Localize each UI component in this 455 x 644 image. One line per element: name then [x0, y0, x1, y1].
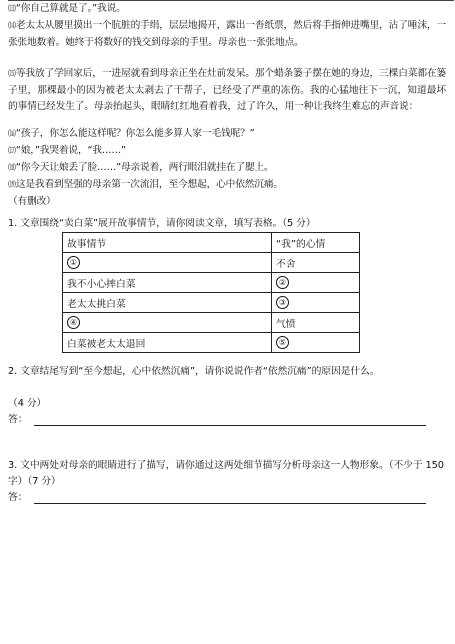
paragraph-18: [8, 160, 446, 177]
paragraph-text: “娘，”我哭着说，“我……”: [15, 145, 126, 156]
paragraph-14: [8, 18, 446, 51]
blank-marker: ④: [67, 316, 80, 329]
paragraph-number: ⒃: [8, 129, 16, 138]
mood-cell[interactable]: [272, 333, 360, 353]
plot-cell: 白菜被老太太退回: [63, 333, 272, 353]
paragraph-text: 老太太从腰里摸出一个肮脏的手绢，层层地揭开，露出一沓纸票，然后将手指伸进嘴里，沾了唾沫，一张张地数着。她终于将数好的钱交到母亲的手里。母亲也一张张地点。: [8, 20, 446, 48]
paragraph-19: [8, 177, 446, 194]
table-row: [63, 253, 360, 273]
question-3-answer-line[interactable]: [34, 503, 426, 504]
paragraph-16: [8, 126, 446, 143]
plot-cell: 我不小心摔白菜: [63, 273, 272, 293]
question-2-answer-label: 答：: [8, 414, 28, 425]
paragraph-text: “孩子，你怎么能这样呢？你怎么能多算人家一毛钱呢？”: [15, 128, 255, 139]
header-mood: “我”的心情: [272, 233, 360, 253]
paragraph-number: ⒆: [8, 180, 16, 189]
question-1-prompt: 1. 文章围绕“卖白菜”展开故事情节，请你阅读文章，填写表格。（5 分）: [8, 218, 316, 229]
blank-marker: ⑤: [276, 336, 289, 349]
question-3-answer-label: 答：: [8, 492, 28, 503]
paragraph-text: 等我放了学回家后，一进屋就看到母亲正坐在灶前发呆。那个蜡条篓子摆在她的身边，三棵白菜都在篓子里，那棵最小的因为被老太太剥去了干帮子，已经受了严重的冻伤。我的心猛地往下一沉，知道最坏的事情已经发生了。母亲抬起头，眼睛红红地看着我，过了许久，用一种让我终生难忘的声音说：: [8, 68, 446, 113]
plot-cell[interactable]: [63, 313, 272, 333]
mood-cell[interactable]: [272, 293, 360, 313]
table-row: [63, 313, 360, 333]
paragraph-text: “你自己算就是了。”我说。: [15, 3, 126, 14]
paragraph-number: ⒁: [8, 21, 16, 30]
paragraph-15: [8, 66, 446, 116]
blank-marker: ③: [276, 296, 289, 309]
paragraph-number: ⒄: [8, 146, 16, 155]
mood-cell: 气愤: [272, 313, 360, 333]
question-2-score: （4 分）: [8, 398, 47, 409]
blank-marker: ②: [276, 276, 289, 289]
paragraph-17: [8, 143, 446, 160]
table-row: [63, 273, 360, 293]
blank-marker: ①: [67, 256, 80, 269]
paragraph-number: ⒅: [8, 163, 16, 172]
question-3-prompt: 3. 文中两处对母亲的眼睛进行了描写，请你通过这两处细节描写分析母亲这一人物形象。（不少于 150 字）（7 分）: [8, 460, 444, 487]
table-row: [63, 293, 360, 313]
header-plot: 故事情节: [63, 233, 272, 253]
paragraph-number: ⒂: [8, 69, 16, 78]
question-2-prompt: 2. 文章结尾写到“至今想起，心中依然沉痛”，请你说说作者“依然沉痛”的原因是什么。: [8, 366, 380, 377]
paragraph-13: [8, 1, 446, 18]
plot-cell[interactable]: [63, 253, 272, 273]
paragraph-text: 这是我看到坚强的母亲第一次流泪，至今想起，心中依然沉痛。: [15, 179, 283, 190]
story-table: [62, 232, 360, 353]
revision-note: （有删改）: [8, 196, 56, 207]
paragraph-number: ⒀: [8, 4, 16, 13]
table-row: [63, 333, 360, 353]
mood-cell[interactable]: [272, 273, 360, 293]
question-2-answer-line[interactable]: [34, 425, 426, 426]
mood-cell: 不舍: [272, 253, 360, 273]
table-header-row: [63, 233, 360, 253]
paragraph-text: “你今天让娘丢了脸……”母亲说着，两行眼泪就挂在了腮上。: [15, 162, 274, 173]
plot-cell: 老太太挑白菜: [63, 293, 272, 313]
